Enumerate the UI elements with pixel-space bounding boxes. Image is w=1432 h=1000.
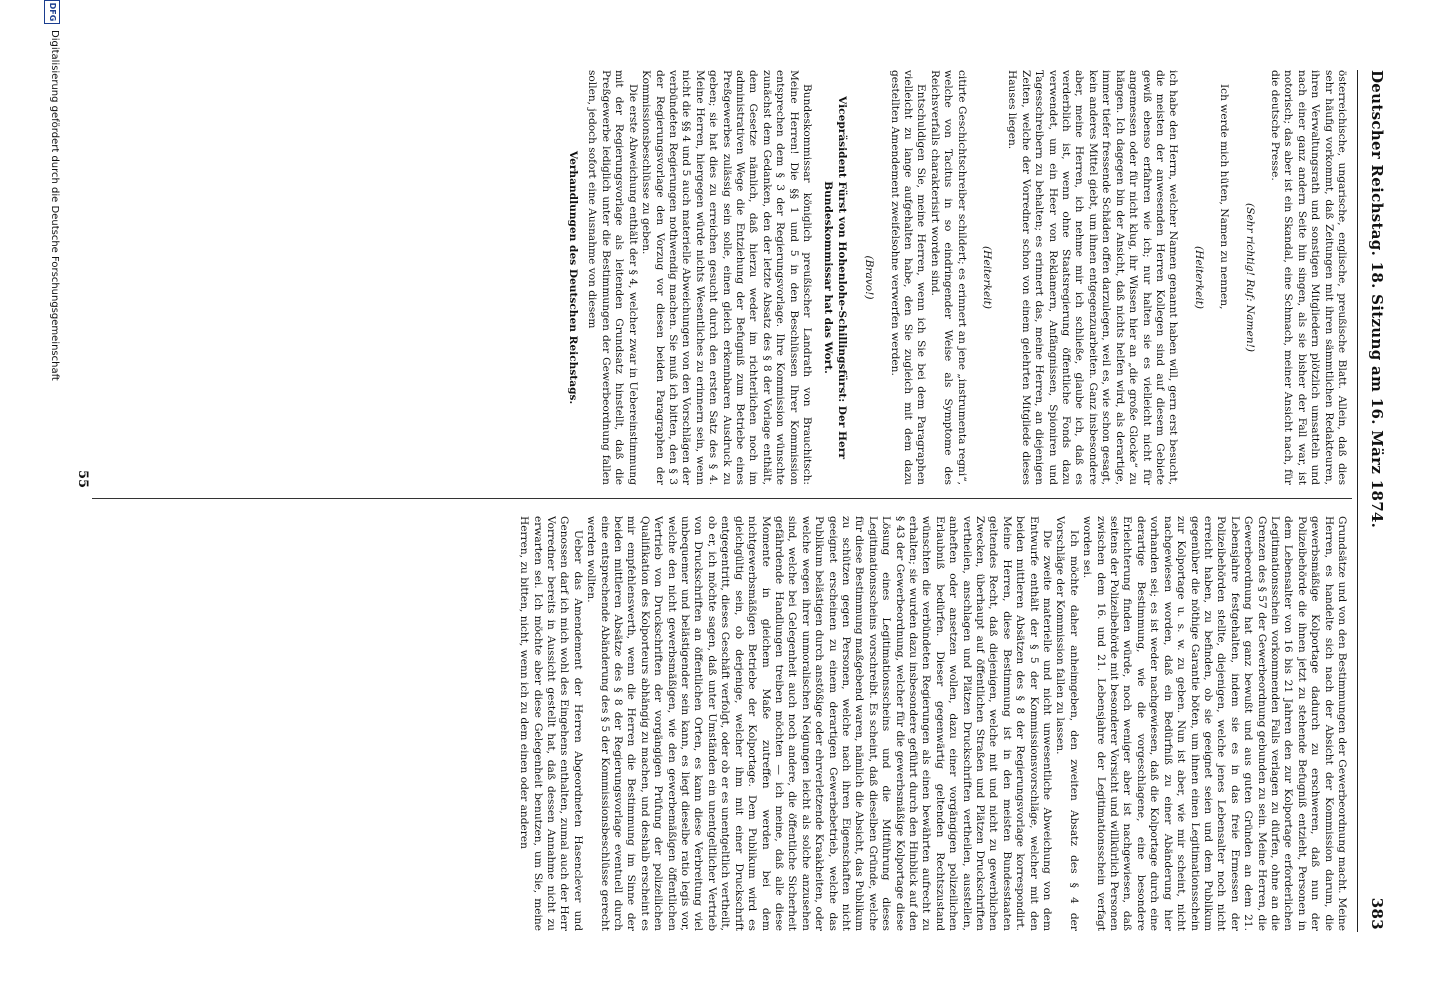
left-paragraph-2: Ich werde mich hüten, Namen zu nennen,: [1218, 84, 1231, 310]
column-separator: [92, 498, 1352, 499]
right-paragraph-1: Grundsätze und von den Bestimmungen der Gewerbeordnung macht. Meine Herren, es handelte sich nach der Absicht der Kommission darum, die gewerbsmäßige Kolportage dadurch zu erschweren, daß nun der Polizeibehörde die ihnen jetzt zu stehende Befugniß entzieht, Personen in dem Lebensalter von 16 bis 21 Jahren den zur Kolportage erforderlichen Legitimationsschein vorkommenden Falls verlagen zu dürfen, ohne an die Grenzen des § 57 der Gewerbeordnung gebunden zu sein. Meine Herren, die Gewerbeordnung hat ganz bewußt und aus guten Gründen an dem 21. Lebensjahre festgehalten, indem sie es in das freie Ermessen der Polizeibehörden stellte, diejenigen, welche jenes Lebensalter noch nicht erreicht haben, zu befinden, ob sie geeignet seien und dem Publikum gegenüber die nöthige Garantie böten, um ihnen einen Legitimationsschein zur Kolportage u. s. w. zu geben. Nun ist aber, wie mir scheint, nicht nachgewiesen worden, daß ein Bedürfniß zu einer Abänderung hier vorhanden sei; es ist weder nachgewiesen, daß die Kolportage durch eine derartige Bestimmung, wie die vorgeschlagene, eine besondere Erleichterung finden würde, noch weniger aber ist nachgewiesen, daß seitens der Polizeibehörde mit besonderer Vorsicht und willkürlich Personen zwischen dem 16. und 21. Lebensjahre der Legitimationsschein verfagt worden sei.: [1081, 516, 1348, 931]
header-title: Deutscher Reichstag. 18. Sitzung am 16. März 1874.: [1368, 70, 1386, 529]
interjection-3: (Heiterkeit): [981, 245, 994, 310]
left-column: [100, 70, 1348, 485]
right-paragraph-4: Ueber das Amendement der Herren Abgeordneten Hasenclever und Genossen darf ich mich wohl des Eingehens enthalten, zumal auch der Herr Vorredner bereits in Aussicht gestellt hat, daß dessen Annahme nicht zu erwarten sei. Ich möchte aber diese Gelegenheit benutzen, um Sie, meine Herren, zu bitten, nicht, wenn ich zu dem einen oder anderen: [518, 516, 584, 931]
speaker-heading: Vicepräsident Fürst von Hohenlohe-Schillingsfürst: Der Herr Bundeskommissar hat das Wort.: [822, 96, 848, 459]
interjection-4: (Bravo!): [863, 255, 876, 300]
digitization-credit: Digitalisierung gefördert durch die Deutsche Forschungsgemeinschaft: [49, 30, 60, 381]
bottom-caption: Verhandlungen des Deutschen Reichstags.: [567, 150, 580, 405]
interjection-1: (Sehr richtig! Ruf: Namen!): [1243, 203, 1256, 352]
header-rule: [1357, 70, 1358, 932]
right-paragraph-3: Die zweite materielle und nicht unwesentliche Abweichung von dem Entwurfe enthält der § 5 der Kommissionsvorschläge, welcher mit den beiden mittleren Absätzen des § 8 der Regierungsvorlage korrespondirt. Meine Herren, diese Bestimmung ist in den meisten Bundesstaaten geltendes Recht, daß diejenigen, welche mit und nicht zu gewerblichen Zwecken, überhaupt auf öffentlichen Straßen und Plätzen Druckschriften vertheilen, anschlagen und Plätzen Druckschriften vertheilen, ausstellen, anheften oder ansetzen wollen, dazu einer vorgängigen polizeilichen Erlaubniß bedürfen. Dieser gegenwärtig geltenden Rechtszustand wünschten die verbündeten Regierungen als einen bewährten aufrecht zu erhalten; sie wurden dazu insbesondere geführt durch den Hinblick auf den § 43 der Gewerbeordnung, welcher für die gewerbsmäßige Kolportage diese Lösung eines Legitimationsscheins und die Mitführung dieses Legitimationsscheins vorschreibt. Es scheint, daß dieselben Gründe, welche für diese Bestimmung maßgebend waren, nämlich die Absicht, das Publikum zu schützen gegen Personen, welche nach ihren Eigenschaften nicht geeignet erscheinen zu einem derartigen Gewerbebetrieb, welche das Publikum belästigen durch anstößige oder ehrverletzende Kraakheiten, oder welche wegen ihrer unmoralischen Neigungen leicht als solche anzusehen sind, welche bei Gelegenheit auch noch andere, die öffentliche Sicherheit gefährdende Handlungen treiben möchten — ich meine, daß alle diese Momente in gleichem Maße zutreffen werden bei dem nichtgewerbsmäßigen Betriebe der Kolportage. Dem Publikum wird es gleichgültig sein, ob derjenige, welcher ihm mit einer Druckschrift entgegentritt, dieses Geschäft verfolgt, oder ob er es unentgeltlich vertheilt, ob er, ich möchte sagen, daß unter Umständen ein unentgeltlicher Vertrieb von Druckschriften an öffentlichen Orten, es kann diese Verbreitung viel unbequemer und belästigender sein kann, es liegt dieselbe ratio legis vor, welche den nicht gewerbsmäßigen, wie den gewerbemäßigen öffentlichen Vertrieb von Druckschriften der vorgängigen Prüfung der polizeilichen Qualifikation des Kolporteurs abhängig zu machen, und deshalb erscheint es mir empfehlenswerth, wenn die Herren die Bestimmung im Sinne der beiden mittleren Absätze des § 8 der Regierungsvorlage eventuell durch eine entsprechende Abänderung des § 5 der Kommissionsbeschlüsse gerecht werden wollten.: [585, 516, 1054, 931]
left-paragraph-5: Entschuldigen Sie, meine Herren, wenn ich Sie bei dem Paragraphen vielleicht zu lange aufgehalten habe, den Sie zugleich mit dem dazu gestellten Amendement zweifelsohne verwerfen werden.: [888, 70, 928, 485]
left-paragraph-4: citirte Geschichtschreiber schildert; es erinnert an jene „instrumenta regni“, welche von Tacitus in so eindringender Weise als Symptome des Reichsverfalls charakterisirt worden sind.: [928, 70, 968, 485]
left-paragraph-7: Die erste Abweichung enthält der § 4, welcher zwar in Uebereinstimmung mit der Regierungsvorlage als leitenden Grundsatz hinstellt, daß die Preßgewerbe lediglich unter die Bestimmungen der Gewerbeordnung fallen sollen, jedoch sofort eine Ausnahme von diesem: [586, 70, 639, 485]
interjection-2: (Heiterkeit): [1192, 245, 1205, 310]
dfg-logo-icon: DFG: [44, 0, 60, 24]
header-page-number: 383: [1368, 897, 1386, 930]
page-header: [1364, 70, 1386, 930]
left-paragraph-3: ich habe den Herrn, welcher Namen genannt haben will, gern erst besucht, die meisten der anwesenden Herren Kollegen sind auf diesem Gebiete gewiß ebenso erfahren wie ich; nur halten sie es vielleicht nicht für angemessen oder für nicht klug, ihr Wissen hier an „die große Glocke“ zu hängen. Ich dagegen bin der Ansicht, daß nichts helfen wird, als derartige, immer tiefer fressende Schäden offen darzulegen, weil es, wie schon gesagt, kein anderes Mittel giebt, um ihnen entgegenzuarbeiten. Ganz insbesondere aber, meine Herren, ich nehme mir ich schließe, glaube ich, daß es verderblich ist, wenn ohne Staatsregierung öffentliche Fonds dazu verwendet, um ein Heer von Reklamern, Anfängnissen, Spioniren und Tagesschreibern zu behalten; es erinnert das, meine Herren, an diejenigen Zeiten, welche der Vorredner schon von einem gelehrten Mitgliede dieses Hauses liegen.: [1006, 70, 1180, 485]
right-paragraph-2: Ich möchte daher anheimgeben, den zweiten Absatz des § 4 der Vorschläge der Kommission fallen zu lassen.: [1054, 516, 1080, 931]
page-footer-number: 55: [75, 470, 90, 489]
left-paragraph-1: österreichische, ungarische, englische, preußische Blatt. Allein, daß dies sehr häufig vorkommt, daß Zeitungen mit ihren sämmtlichen Redakteuren, ihren Verwaltungsrath und sonstigen Mitgliedern plötzlich umsatteln und nach einer ganz andern Seite hin singen, als sie bisher der Fall war, ist notorisch; das aber ist ein Skandal, eine Schmach, meiner Ansicht nach, für die deutsche Presse.: [1268, 70, 1348, 485]
right-column: [100, 516, 1348, 931]
left-paragraph-6: Bundeskommissar königlich preußischer Landrath von Brauchitsch: Meine Herren! Die §§ 1 und 5 in den Beschlüssen Ihrer Kommission entsprechen dem § 3 der Regierungsvorlage. Ihre Kommission wünschte zunächst dem Gedanken, den der letzte Absatz des § 8 der Vorlage enthält, dem Gesetze nämlich, daß hierzu weder im richterlichen noch im administrativen Wege die Entziehung der Befugniß zum Betriebe eines Preßgewerbes zulässig sein solle, einen gleich erkennbaren Ausdruck zu geben; sie hat dies zu erreichen gesucht durch den ersten Satz des § 4. Meine Herren, hiergegen würde nichts Wesentliches zu erinnern sein, wenn nicht die §§ 4 und 5 auch materielle Abweichungen von den Vorschlägen der verbündeten Regierungen nothwendig machen. Sie muß ich bitten, den § 3 der Regierungsvorlage den Vorzug vor diesen beiden Paragraphen der Kommissionsbeschlüsse zu geben.: [640, 70, 813, 485]
